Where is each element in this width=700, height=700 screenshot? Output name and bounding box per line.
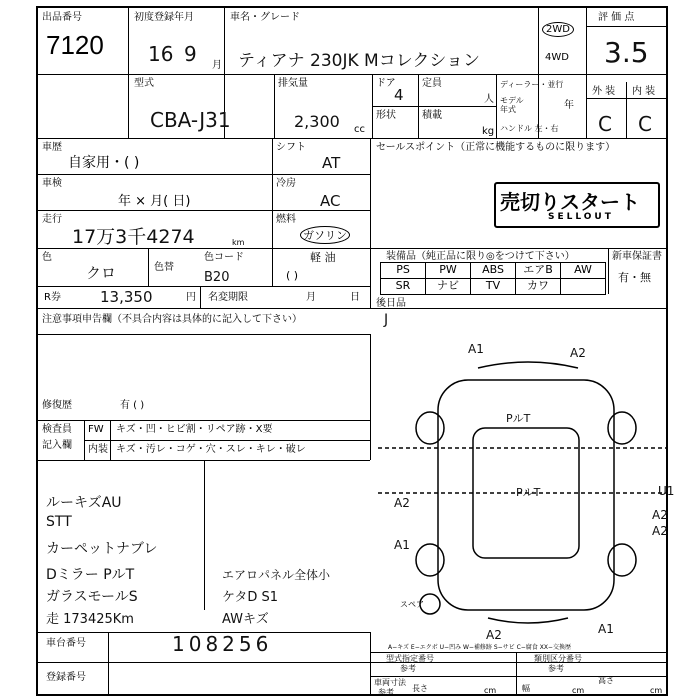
divider	[516, 652, 517, 694]
color-code-value: B20	[204, 270, 230, 285]
wheel	[608, 544, 636, 576]
designation-label: 型式指定番号	[386, 654, 434, 663]
divider	[38, 334, 370, 335]
displacement-unit: cc	[354, 124, 365, 135]
capacity-unit: 人	[484, 94, 494, 105]
displacement-value: 2,300	[294, 112, 340, 131]
note-line: Dミラー PルT	[46, 567, 135, 583]
designation-ref: 参考	[400, 664, 416, 673]
dealer-label: ディーラー・並行	[500, 80, 564, 89]
displacement-label: 排気量	[278, 78, 308, 89]
damage-legend: A−キズ E−エクボ U−凹み W−補修跡 S−サビ C−腐食 XX−交換歴	[388, 644, 571, 651]
note-line: STT	[46, 514, 72, 530]
inspector-row1: キズ・凹・ヒビ割・リペア跡・X要	[116, 424, 273, 435]
drive-4wd: 4WD	[545, 52, 569, 63]
color-code-label: 色コード	[204, 252, 244, 263]
equipment-item: PS	[380, 262, 426, 279]
sellout-stamp	[494, 182, 660, 228]
equipment-item	[560, 278, 606, 295]
divider	[370, 248, 666, 249]
divider	[108, 632, 109, 694]
lot-label: 出品番号	[42, 12, 82, 23]
recycle-value: 13,350	[100, 288, 153, 306]
first-reg-month: 9	[184, 42, 197, 66]
rear-bumper	[488, 618, 568, 623]
inspector-label-2: 記入欄	[42, 440, 72, 451]
fuel-label: 燃料	[276, 214, 296, 225]
divider	[272, 138, 273, 286]
model-value: CBA-J31	[150, 108, 231, 132]
note-line: ルーキズAU	[46, 495, 122, 511]
chassis-label: 車台番号	[46, 638, 86, 649]
divider	[38, 286, 370, 287]
divider	[148, 248, 149, 286]
mileage-label: 走行	[42, 214, 62, 225]
fuel-paren: ( )	[286, 269, 299, 282]
name-change-day: 日	[350, 292, 360, 303]
color-swap-label: 色替	[154, 262, 174, 273]
mileage-value: 17万3千4274	[72, 226, 195, 248]
divider	[370, 334, 371, 420]
lot-number: 7120	[46, 30, 104, 60]
grade-value: 3.5	[604, 36, 649, 69]
fuel-light-oil: 軽 油	[310, 251, 336, 264]
model-label: 型式	[134, 78, 154, 89]
mileage-unit: km	[232, 238, 245, 247]
history-label: 車歴	[42, 142, 62, 153]
cooling-value: AC	[320, 192, 341, 210]
repair-value: 有 ( )	[120, 400, 145, 411]
shape-label: 形状	[376, 110, 396, 121]
divider	[370, 676, 666, 677]
divider	[38, 210, 370, 211]
damage-mark: A2	[652, 508, 668, 522]
note-line: エアロパネル全体小	[222, 568, 331, 582]
interior-label: 内 装	[632, 86, 656, 97]
divider	[128, 8, 129, 138]
damage-mark: PルT	[506, 412, 531, 425]
wheel	[608, 412, 636, 444]
divider	[370, 420, 371, 460]
damage-mark: U1	[658, 484, 675, 498]
cm-unit: cm	[650, 686, 663, 695]
length-label: 車両寸法	[374, 678, 406, 687]
divider	[38, 308, 666, 309]
owner-label: 後日品	[376, 298, 406, 309]
damage-mark: A1	[468, 342, 484, 356]
recycle-label: R券	[44, 292, 61, 303]
inspection-label: 車検	[42, 178, 62, 189]
spare-label: スペア	[400, 600, 424, 609]
note-line: 走 173425Km	[46, 612, 134, 627]
length-text: 長さ	[412, 684, 428, 693]
load-label: 積載	[422, 110, 442, 121]
equipment-item: ナビ	[425, 278, 471, 295]
divider	[38, 74, 666, 75]
divider	[586, 8, 587, 138]
cooling-label: 冷房	[276, 178, 296, 189]
divider	[586, 26, 666, 27]
damage-mark: A1	[394, 538, 410, 552]
divider	[38, 420, 370, 421]
sales-label: セールスポイント（正常に機能するものに限ります）	[376, 142, 616, 153]
color-label: 色	[42, 252, 52, 263]
wheel	[416, 544, 444, 576]
capacity-label: 定員	[422, 78, 442, 89]
equipment-item: SR	[380, 278, 426, 295]
chassis-value: 108256	[172, 632, 273, 656]
category-ref: 参考	[548, 664, 564, 673]
doors-label: ドア	[376, 78, 396, 89]
inspector-row2: キズ・汚レ・コゲ・穴・スレ・キレ・破レ	[116, 444, 306, 455]
equipment-item: AW	[560, 262, 606, 279]
stamp-sub: SELLOUT	[548, 212, 614, 222]
divider	[38, 174, 370, 175]
damage-mark: A2	[652, 524, 668, 538]
stamp-main: 売切りスタート	[500, 190, 640, 214]
doors-value: 4	[394, 86, 404, 104]
load-unit: kg	[482, 126, 495, 137]
yen-unit: 円	[186, 292, 196, 303]
divider	[372, 106, 496, 107]
equipment-item: カワ	[515, 278, 561, 295]
model-year-unit: 年	[564, 100, 574, 111]
equipment-item: PW	[425, 262, 471, 279]
inspector-row2-prefix: 内装	[88, 444, 108, 455]
divider	[274, 74, 275, 138]
reg-label: 登録番号	[46, 672, 86, 683]
damage-mark: A2	[394, 496, 410, 510]
inspector-row1-prefix: FW	[88, 424, 104, 435]
equipment-item: エアB	[515, 262, 561, 279]
grade-label: 評 価 点	[598, 12, 635, 23]
inspection-value: 年 × 月( 日)	[118, 194, 191, 209]
damage-mark: A2	[486, 628, 502, 642]
note-line: ガラスモールS	[46, 589, 138, 605]
month-unit: 月	[212, 60, 222, 71]
note-line: AWキズ	[222, 612, 269, 627]
divider	[84, 440, 370, 441]
length-ref: 参考	[378, 688, 394, 697]
height-text: 高さ	[598, 676, 614, 685]
name-change-month: 月	[306, 292, 316, 303]
warranty-value: 有・無	[618, 271, 651, 284]
repair-label: 修復歴	[42, 400, 72, 411]
name-change-label: 名変期限	[208, 292, 248, 303]
first-reg-year: 16	[148, 42, 174, 66]
exterior-label: 外 装	[592, 86, 616, 97]
shift-value: AT	[322, 154, 341, 172]
car-name: ティアナ 230JK Mコレクション	[238, 51, 481, 71]
drive-2wd: 2WD	[542, 22, 574, 37]
wheel	[416, 412, 444, 444]
model-year-label: モデル 年式	[500, 96, 524, 114]
equipment-item: ABS	[470, 262, 516, 279]
divider	[38, 138, 666, 139]
cm-unit: cm	[484, 686, 497, 695]
color-value: クロ	[86, 264, 117, 282]
cm-unit: cm	[572, 686, 585, 695]
warranty-label: 新車保証書	[612, 251, 662, 262]
fuel-gasoline: ガソリン	[300, 226, 350, 244]
roof-outline	[478, 362, 578, 368]
divider	[370, 652, 666, 653]
note-line: ケタD S1	[222, 590, 279, 605]
equipment-label: 装備品（純正品に限り◎をつけて下さい）	[386, 251, 575, 262]
divider	[538, 8, 539, 138]
divider	[370, 632, 371, 694]
divider	[204, 460, 205, 610]
damage-mark: A2	[570, 346, 586, 360]
equipment-item: TV	[470, 278, 516, 295]
interior-value: C	[638, 112, 652, 136]
divider	[626, 82, 627, 138]
divider	[608, 248, 609, 294]
owner-value: J	[384, 312, 389, 328]
damage-mark: A1	[598, 622, 614, 636]
auction-sheet	[36, 6, 675, 697]
inspector-label-1: 検査員	[42, 424, 72, 435]
first-reg-label: 初度登録年月	[134, 12, 194, 23]
shift-label: シフト	[276, 142, 306, 153]
note-line: カーペットナブレ	[46, 541, 158, 557]
exterior-value: C	[598, 112, 612, 136]
notes-label: 注意事項申告欄（不具合内容は具体的に記入して下さい）	[42, 314, 302, 325]
name-label: 車名・グレード	[230, 12, 300, 23]
width-text: 幅	[522, 684, 530, 693]
divider	[370, 138, 371, 308]
divider	[200, 286, 201, 308]
category-label: 類別区分番号	[534, 654, 582, 663]
damage-mark: PルT	[516, 486, 541, 499]
history-value: 自家用・( )	[68, 155, 140, 171]
divider	[496, 74, 497, 138]
handle-label: ハンドル 左・右	[500, 124, 559, 133]
